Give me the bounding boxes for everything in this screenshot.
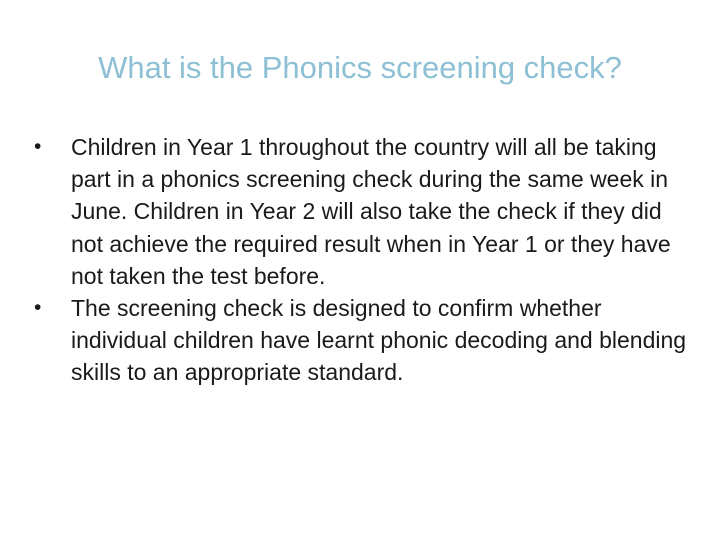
bullet-item	[34, 292, 694, 389]
bullet-list	[34, 131, 694, 389]
bullet-item	[34, 131, 694, 292]
bullet-marker: •	[34, 296, 42, 320]
slide-title: What is the Phonics screening check?	[98, 50, 622, 85]
bullet-text: Children in Year 1 throughout the country will all be taking part in a phonics screening check during the same week in June. Children in Year 2 will also take the check if they did not achieve the required result when in Year 1 or they have not taken the test before.	[71, 134, 671, 289]
bullet-text: The screening check is designed to confirm whether individual children have learnt phonic decoding and blending skills to an appropriate standard.	[71, 295, 687, 386]
bullet-marker: •	[34, 135, 42, 158]
